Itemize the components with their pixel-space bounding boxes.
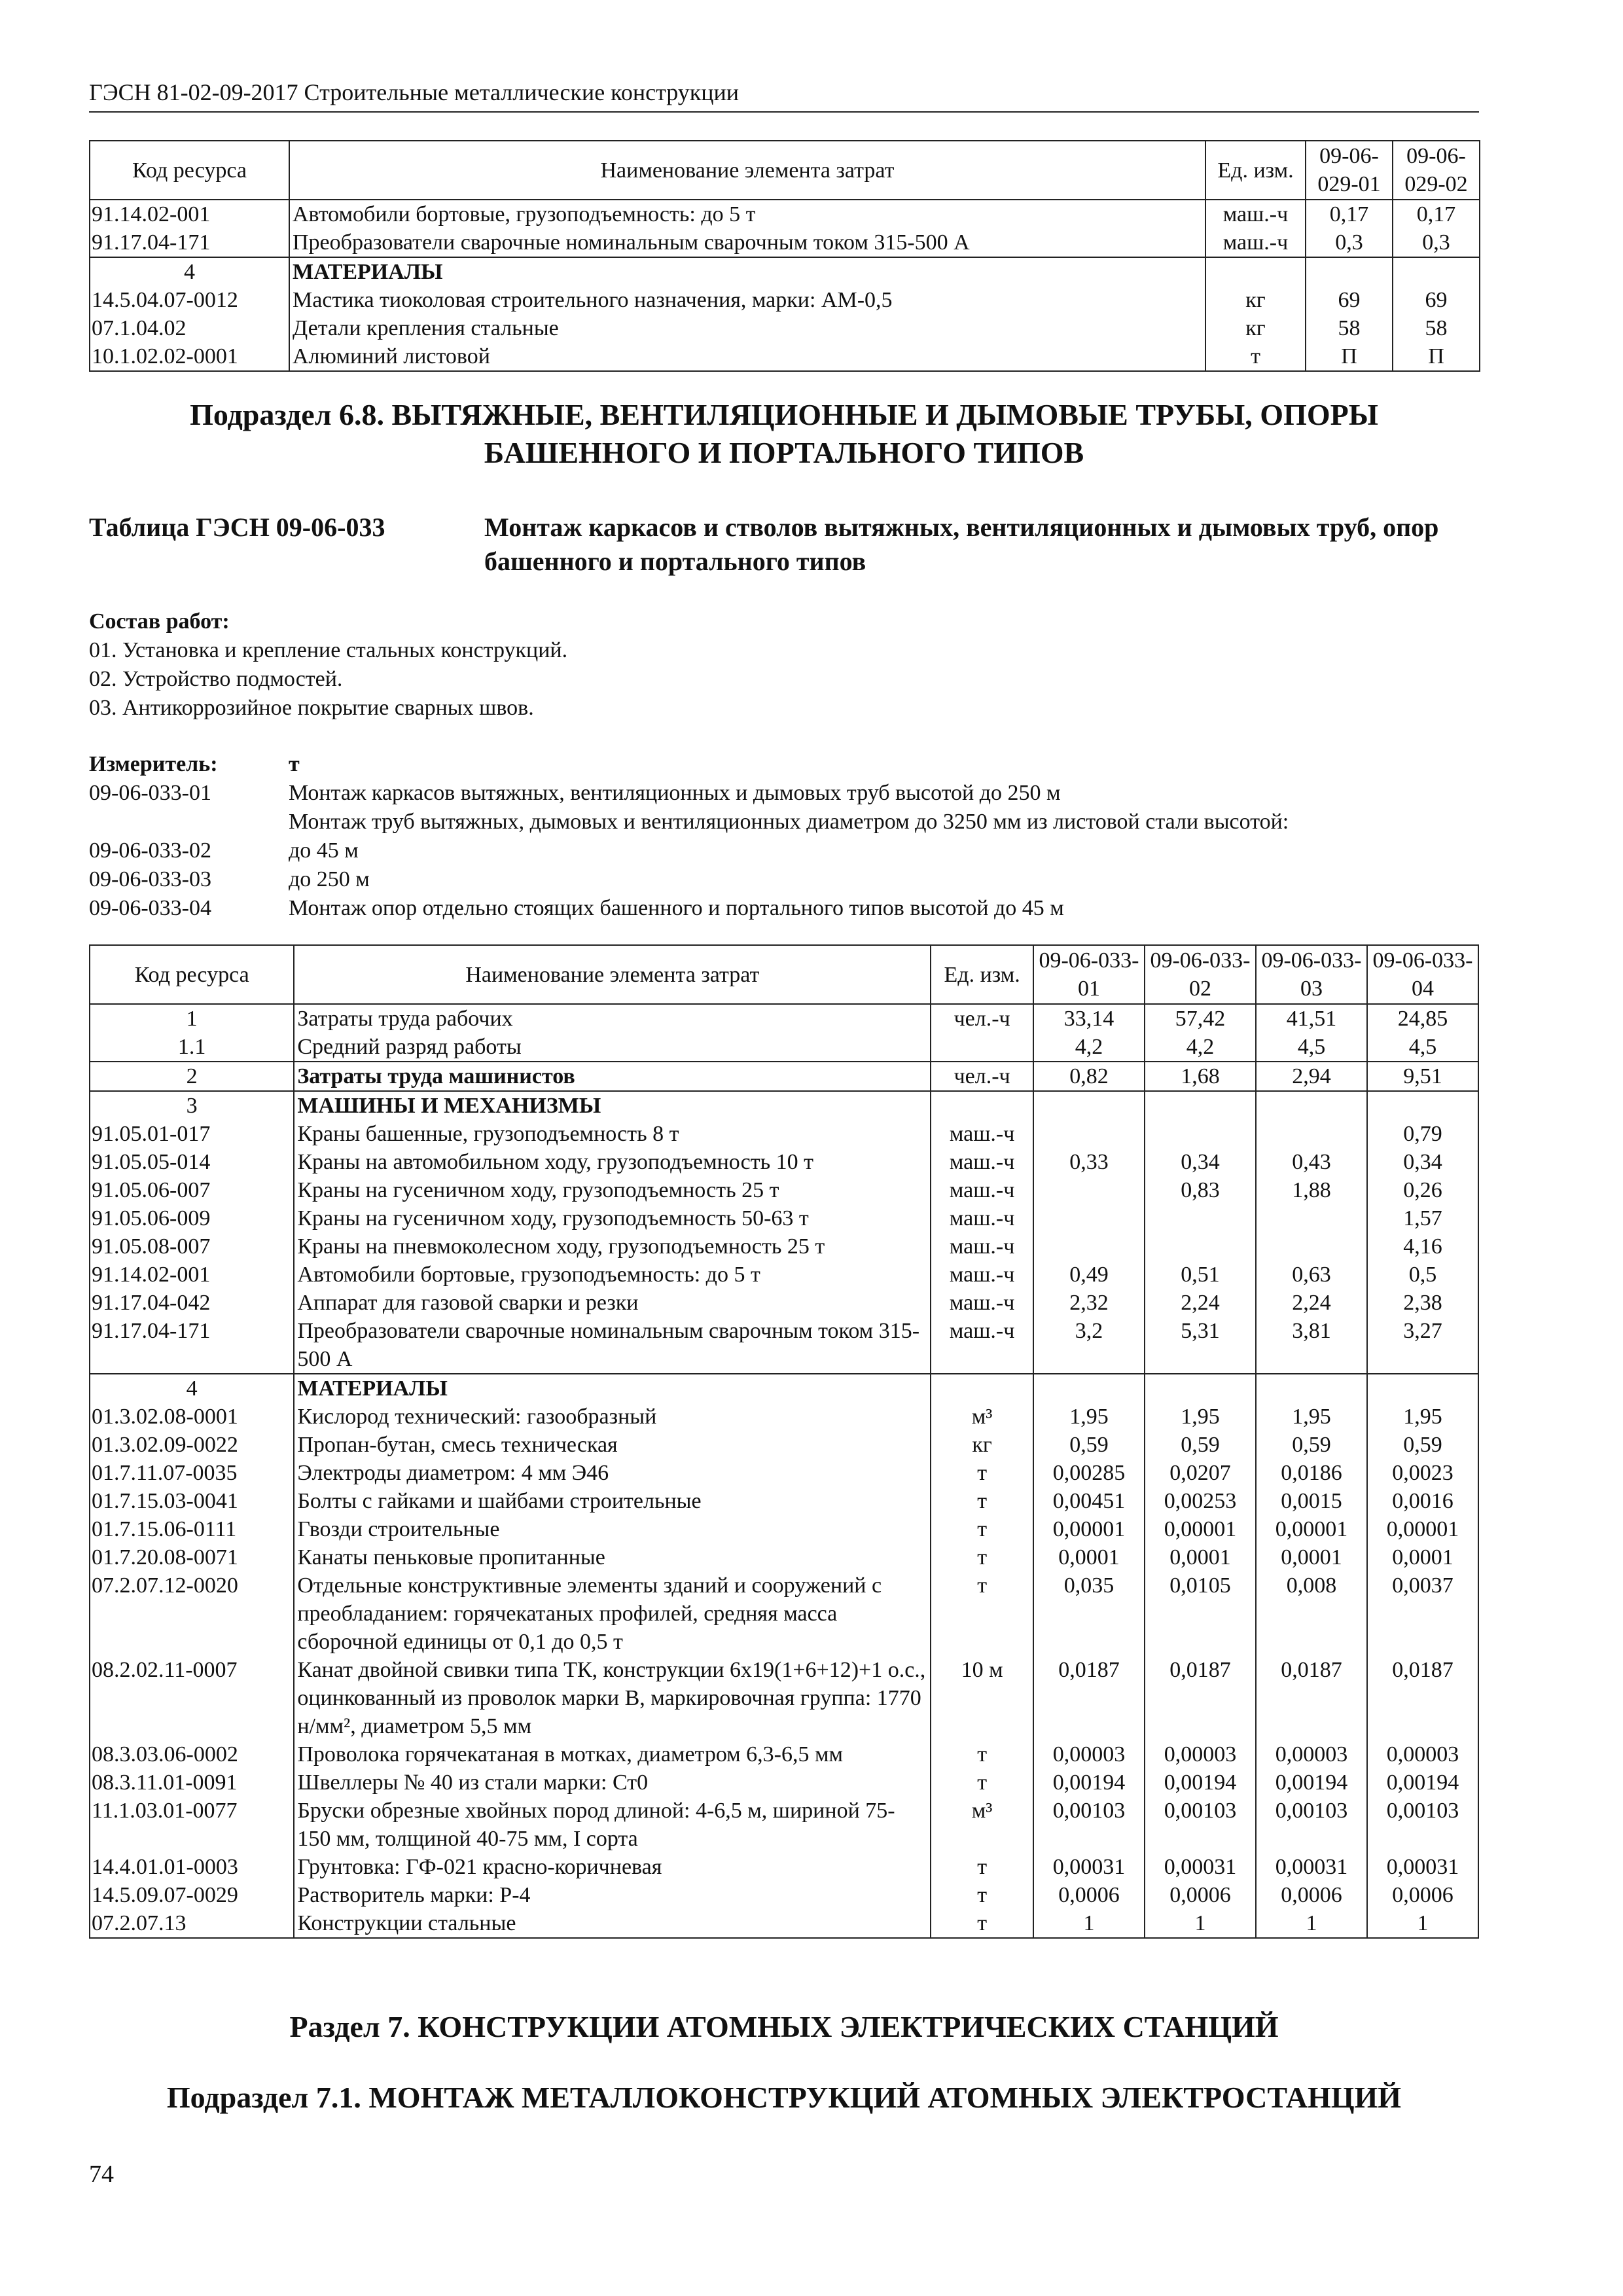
resource-name: Автомобили бортовые, грузоподъемность: до 5 т [294, 1261, 931, 1289]
section-title: Раздел 7. КОНСТРУКЦИИ АТОМНЫХ ЭЛЕКТРИЧЕСКИХ СТАНЦИЙ [289, 2010, 1279, 2043]
resource-value: 41,51 [1256, 1004, 1367, 1033]
resource-value: 0,0006 [1367, 1881, 1478, 1909]
resource-unit: маш.-ч [1205, 228, 1306, 257]
resource-value: 1 [1033, 1909, 1145, 1938]
resource-value: 4,2 [1033, 1033, 1145, 1062]
resource-value [1256, 1232, 1367, 1261]
resource-value: 0,43 [1256, 1148, 1367, 1176]
resource-unit: т [931, 1740, 1033, 1768]
header-unit: Ед. изм. [1205, 141, 1306, 200]
resource-code: 11.1.03.01-0077 [90, 1797, 294, 1853]
resource-value: 0,00103 [1145, 1797, 1256, 1853]
resource-unit: маш.-ч [1205, 200, 1306, 228]
meter-label: Измеритель: [89, 752, 218, 776]
resource-value: 1 [1256, 1909, 1367, 1938]
meter-unit: т [289, 752, 300, 776]
resource-name: Кислород технический: газообразный [294, 1403, 931, 1431]
resource-code: 01.7.11.07-0035 [90, 1459, 294, 1487]
resource-name: Канат двойной свивки типа ТК, конструкции 6x19(1+6+12)+1 о.с., оцинкованный из проволок марки В, маркировочная группа: 1770 н/мм², диаметром 5,5 мм [294, 1656, 931, 1740]
resource-code: 91.17.04-042 [90, 1289, 294, 1317]
resource-value: 0,008 [1256, 1571, 1367, 1656]
resource-value: 0,00031 [1367, 1853, 1478, 1881]
table-row [90, 1289, 1478, 1317]
resource-code: 07.2.07.13 [90, 1909, 294, 1938]
header-col1: 09-06-029-01 [1306, 141, 1393, 200]
resource-unit: маш.-ч [931, 1289, 1033, 1317]
resource-code: 01.3.02.08-0001 [90, 1403, 294, 1431]
resource-value: 0,00001 [1033, 1515, 1145, 1543]
resource-unit: кг [931, 1431, 1033, 1459]
resource-value [1393, 257, 1480, 286]
resource-value [1145, 1374, 1256, 1403]
resource-value: 1,88 [1256, 1176, 1367, 1204]
resource-name: Затраты труда рабочих [294, 1004, 931, 1033]
meter-text: Монтаж каркасов вытяжных, вентиляционных и дымовых труб высотой до 250 м [289, 781, 1061, 805]
resource-value: 4,5 [1256, 1033, 1367, 1062]
resource-value: 0,00451 [1033, 1487, 1145, 1515]
resource-code: 01.7.15.06-0111 [90, 1515, 294, 1543]
table-row [90, 1176, 1478, 1204]
resource-value: 0,34 [1145, 1148, 1256, 1176]
resource-value: 0,79 [1367, 1120, 1478, 1148]
resource-value: 0,00003 [1033, 1740, 1145, 1768]
resource-unit: маш.-ч [931, 1232, 1033, 1261]
table-row [90, 1853, 1478, 1881]
table-row [90, 1740, 1478, 1768]
table-row [90, 342, 1480, 371]
resource-value: 0,59 [1367, 1431, 1478, 1459]
resource-name: Швеллеры № 40 из стали марки: Ст0 [294, 1768, 931, 1797]
resource-unit: т [931, 1909, 1033, 1938]
resource-value: 0,0105 [1145, 1571, 1256, 1656]
resource-code: 91.17.04-171 [90, 1317, 294, 1374]
resource-value: 0,34 [1367, 1148, 1478, 1176]
resource-value: 0,3 [1393, 228, 1480, 257]
resource-code: 08.3.03.06-0002 [90, 1740, 294, 1768]
resource-code: 3 [90, 1091, 294, 1120]
resource-value [1033, 1091, 1145, 1120]
resource-value: 0,33 [1033, 1148, 1145, 1176]
resource-value: П [1393, 342, 1480, 371]
table-row [90, 1374, 1478, 1403]
resource-unit: т [931, 1487, 1033, 1515]
resource-code: 01.7.20.08-0071 [90, 1543, 294, 1571]
resource-value [1145, 1204, 1256, 1232]
resource-name: МАШИНЫ И МЕХАНИЗМЫ [294, 1091, 931, 1120]
resource-value: 0,59 [1145, 1431, 1256, 1459]
resource-value [1256, 1120, 1367, 1148]
resource-name: Преобразователи сварочные номинальным сварочным током 315-500 А [289, 228, 1205, 257]
resource-value: 5,31 [1145, 1317, 1256, 1374]
resource-value: 0,0001 [1145, 1543, 1256, 1571]
resource-value: 2,38 [1367, 1289, 1478, 1317]
resource-value: 0,00285 [1033, 1459, 1145, 1487]
resource-value: 0,00031 [1145, 1853, 1256, 1881]
resource-value: 0,035 [1033, 1571, 1145, 1656]
resource-name: Алюминий листовой [289, 342, 1205, 371]
table-row [90, 1033, 1478, 1062]
resource-unit: м³ [931, 1403, 1033, 1431]
resource-value: 1,95 [1367, 1403, 1478, 1431]
resource-code: 08.3.11.01-0091 [90, 1768, 294, 1797]
resource-unit: т [931, 1571, 1033, 1656]
resource-value: 1,57 [1367, 1204, 1478, 1232]
resource-value [1145, 1091, 1256, 1120]
resource-value: 2,24 [1256, 1289, 1367, 1317]
resource-name: Краны на гусеничном ходу, грузоподъемность 50-63 т [294, 1204, 931, 1232]
resource-value: 0,83 [1145, 1176, 1256, 1204]
resource-unit: маш.-ч [931, 1317, 1033, 1374]
table-row [90, 1403, 1478, 1431]
works-item: 02. Устройство подмостей. [89, 667, 343, 691]
resource-unit: т [931, 1881, 1033, 1909]
resource-value: 1 [1367, 1909, 1478, 1938]
resource-code: 10.1.02.02-0001 [90, 342, 289, 371]
resource-value: 1,95 [1145, 1403, 1256, 1431]
resource-value: 3,81 [1256, 1317, 1367, 1374]
resource-value: 0,0186 [1256, 1459, 1367, 1487]
table-continued [89, 140, 1480, 372]
page-header: ГЭСН 81-02-09-2017 Строительные металлические конструкции [89, 76, 1479, 113]
subsection-title-7-1: Подраздел 7.1. МОНТАЖ МЕТАЛЛОКОНСТРУКЦИЙ АТОМНЫХ ЭЛЕКТРОСТАНЦИЙ [166, 2081, 1402, 2114]
meter-code: 09-06-033-02 [89, 838, 211, 863]
subsection-title: Подраздел 6.8. ВЫТЯЖНЫЕ, ВЕНТИЛЯЦИОННЫЕ И ДЫМОВЫЕ ТРУБЫ, ОПОРЫ БАШЕННОГО И ПОРТАЛЬНОГО ТИПОВ [190, 398, 1378, 469]
resource-value: 0,17 [1393, 200, 1480, 228]
table-row [90, 1091, 1478, 1120]
resource-value: 0,00194 [1145, 1768, 1256, 1797]
resource-value: 33,14 [1033, 1004, 1145, 1033]
resource-unit: т [931, 1543, 1033, 1571]
resource-value: 0,0001 [1033, 1543, 1145, 1571]
resource-value [1145, 1232, 1256, 1261]
table-row [90, 1515, 1478, 1543]
resource-value [1256, 1091, 1367, 1120]
table-row [90, 314, 1480, 342]
resource-value: 0,00194 [1033, 1768, 1145, 1797]
resource-unit: чел.-ч [931, 1004, 1033, 1033]
resource-value: 1,68 [1145, 1062, 1256, 1091]
resource-value: 0,59 [1033, 1431, 1145, 1459]
resource-value: 24,85 [1367, 1004, 1478, 1033]
works-block [89, 607, 1479, 723]
table-row [90, 1656, 1478, 1740]
resource-code: 4 [90, 257, 289, 286]
resource-value: 0,5 [1367, 1261, 1478, 1289]
table-row [90, 286, 1480, 314]
resource-code: 91.05.06-007 [90, 1176, 294, 1204]
resource-value: 2,32 [1033, 1289, 1145, 1317]
resource-name: Краны на автомобильном ходу, грузоподъемность 10 т [294, 1148, 931, 1176]
table-row [90, 1232, 1478, 1261]
resource-name: МАТЕРИАЛЫ [294, 1374, 931, 1403]
resource-value [1033, 1232, 1145, 1261]
resource-value: 4,16 [1367, 1232, 1478, 1261]
resource-name: Мастика тиоколовая строительного назначения, марки: АМ-0,5 [289, 286, 1205, 314]
resource-code: 4 [90, 1374, 294, 1403]
resource-unit [931, 1374, 1033, 1403]
resource-unit: м³ [931, 1797, 1033, 1853]
resource-value: 9,51 [1367, 1062, 1478, 1091]
meter-text: Монтаж труб вытяжных, дымовых и вентиляционных диаметром до 3250 мм из листовой стали высотой: [289, 810, 1289, 834]
resource-value: 0,0001 [1256, 1543, 1367, 1571]
resource-value: 0,0037 [1367, 1571, 1478, 1656]
resource-value: 0,0023 [1367, 1459, 1478, 1487]
resource-value [1145, 1120, 1256, 1148]
table-row [90, 1004, 1478, 1033]
resource-code: 91.05.08-007 [90, 1232, 294, 1261]
resource-name: Проволока горячекатаная в мотках, диаметром 6,3-6,5 мм [294, 1740, 931, 1768]
resource-value: 0,00103 [1256, 1797, 1367, 1853]
resource-unit [931, 1033, 1033, 1062]
resource-name: Болты с гайками и шайбами строительные [294, 1487, 931, 1515]
table-row [90, 1317, 1478, 1374]
resource-value: 0,00103 [1367, 1797, 1478, 1853]
resource-value: 1 [1145, 1909, 1256, 1938]
resource-name: Краны на гусеничном ходу, грузоподъемность 25 т [294, 1176, 931, 1204]
resource-unit: кг [1205, 314, 1306, 342]
meter-text: до 250 м [289, 867, 370, 891]
resource-value: 0,00001 [1256, 1515, 1367, 1543]
header-col3: 09-06-033-03 [1256, 945, 1367, 1004]
resource-value: 0,0016 [1367, 1487, 1478, 1515]
resource-value: 0,00001 [1367, 1515, 1478, 1543]
resource-unit: 10 м [931, 1656, 1033, 1740]
resource-code: 07.1.04.02 [90, 314, 289, 342]
resource-name: Аппарат для газовой сварки и резки [294, 1289, 931, 1317]
resources-table [89, 944, 1479, 1939]
table-row [90, 1768, 1478, 1797]
resource-unit: т [931, 1768, 1033, 1797]
resource-value: 0,63 [1256, 1261, 1367, 1289]
header-col4: 09-06-033-04 [1367, 945, 1478, 1004]
meter-code: 09-06-033-03 [89, 867, 211, 891]
resource-code: 2 [90, 1062, 294, 1091]
resource-code: 14.5.04.07-0012 [90, 286, 289, 314]
resource-value: 0,0187 [1367, 1656, 1478, 1740]
resource-value: 0,00031 [1256, 1853, 1367, 1881]
meter-code: 09-06-033-01 [89, 781, 211, 805]
resource-value: 0,82 [1033, 1062, 1145, 1091]
resource-value: 0,00003 [1367, 1740, 1478, 1768]
resource-code: 91.05.05-014 [90, 1148, 294, 1176]
resource-value: 4,2 [1145, 1033, 1256, 1062]
works-title: Состав работ: [89, 609, 230, 634]
resource-name: Преобразователи сварочные номинальным сварочным током 315-500 А [294, 1317, 931, 1374]
resource-value: 0,17 [1306, 200, 1393, 228]
resource-value: 0,0001 [1367, 1543, 1478, 1571]
resource-name: Электроды диаметром: 4 мм Э46 [294, 1459, 931, 1487]
resource-value: 0,00194 [1256, 1768, 1367, 1797]
resource-value [1256, 1204, 1367, 1232]
header-col1: 09-06-033-01 [1033, 945, 1145, 1004]
resource-value: 0,0006 [1256, 1881, 1367, 1909]
resource-name: Затраты труда машинистов [294, 1062, 931, 1091]
table-row [90, 1543, 1478, 1571]
resource-value: 4,5 [1367, 1033, 1478, 1062]
table-row [90, 1261, 1478, 1289]
resource-name: Растворитель марки: Р-4 [294, 1881, 931, 1909]
resource-unit: чел.-ч [931, 1062, 1033, 1091]
resource-value: 0,59 [1256, 1431, 1367, 1459]
resource-name: Автомобили бортовые, грузоподъемность: до 5 т [289, 200, 1205, 228]
resource-value: 58 [1306, 314, 1393, 342]
resource-value: 0,3 [1306, 228, 1393, 257]
resource-value: 0,00253 [1145, 1487, 1256, 1515]
resource-value: 0,0187 [1256, 1656, 1367, 1740]
resource-unit: т [931, 1459, 1033, 1487]
resource-value: 0,00031 [1033, 1853, 1145, 1881]
table-row [90, 228, 1480, 257]
resource-value [1306, 257, 1393, 286]
table-row [90, 1487, 1478, 1515]
table-row [90, 1431, 1478, 1459]
resource-value: 0,00103 [1033, 1797, 1145, 1853]
resource-value: 3,27 [1367, 1317, 1478, 1374]
resource-unit: т [1205, 342, 1306, 371]
resource-code: 91.05.01-017 [90, 1120, 294, 1148]
resource-value: 0,0006 [1145, 1881, 1256, 1909]
resource-unit: т [931, 1853, 1033, 1881]
header-col2: 09-06-029-02 [1393, 141, 1480, 200]
resource-value: 0,00001 [1145, 1515, 1256, 1543]
resource-value: 0,0207 [1145, 1459, 1256, 1487]
resource-unit: т [931, 1515, 1033, 1543]
header-unit: Ед. изм. [931, 945, 1033, 1004]
table-row [90, 1148, 1478, 1176]
resource-name: Канаты пеньковые пропитанные [294, 1543, 931, 1571]
resource-unit: маш.-ч [931, 1261, 1033, 1289]
resource-name: Бруски обрезные хвойных пород длиной: 4-6,5 м, шириной 75-150 мм, толщиной 40-75 мм, I сорта [294, 1797, 931, 1853]
header-col2: 09-06-033-02 [1145, 945, 1256, 1004]
resource-value [1367, 1374, 1478, 1403]
resource-value [1256, 1374, 1367, 1403]
table-row [90, 200, 1480, 228]
resource-value: 69 [1393, 286, 1480, 314]
resource-value [1033, 1374, 1145, 1403]
resource-value: 0,26 [1367, 1176, 1478, 1204]
resource-unit [1205, 257, 1306, 286]
resource-value [1033, 1204, 1145, 1232]
resource-value: П [1306, 342, 1393, 371]
header-code: Код ресурса [90, 945, 294, 1004]
resource-unit: кг [1205, 286, 1306, 314]
resource-unit: маш.-ч [931, 1120, 1033, 1148]
resource-code: 1 [90, 1004, 294, 1033]
resource-name: Гвозди строительные [294, 1515, 931, 1543]
resource-value: 0,0187 [1145, 1656, 1256, 1740]
header-name: Наименование элемента затрат [289, 141, 1205, 200]
resource-value: 0,49 [1033, 1261, 1145, 1289]
resource-name: Отдельные конструктивные элементы зданий и сооружений с преобладанием: горячекатаных профилей, средняя масса сборочной единицы от 0,1 до 0,5 т [294, 1571, 931, 1656]
resource-name: Пропан-бутан, смесь техническая [294, 1431, 931, 1459]
resource-code: 91.05.06-009 [90, 1204, 294, 1232]
resource-value: 57,42 [1145, 1004, 1256, 1033]
table-label: Таблица ГЭСН 09-06-033 [89, 512, 385, 542]
resource-code: 08.2.02.11-0007 [90, 1656, 294, 1740]
resource-unit: маш.-ч [931, 1176, 1033, 1204]
resource-value: 69 [1306, 286, 1393, 314]
resource-value: 2,94 [1256, 1062, 1367, 1091]
resource-name: Грунтовка: ГФ-021 красно-коричневая [294, 1853, 931, 1881]
resource-code: 01.7.15.03-0041 [90, 1487, 294, 1515]
resource-value: 0,0006 [1033, 1881, 1145, 1909]
resource-code: 1.1 [90, 1033, 294, 1062]
resource-value: 0,0187 [1033, 1656, 1145, 1740]
table-row [90, 1571, 1478, 1656]
resource-value: 0,51 [1145, 1261, 1256, 1289]
table-row [90, 1881, 1478, 1909]
resource-name: Конструкции стальные [294, 1909, 931, 1938]
resource-value: 0,00194 [1367, 1768, 1478, 1797]
table-title: Монтаж каркасов и стволов вытяжных, вентиляционных и дымовых труб, опор башенного и портального типов [484, 512, 1439, 576]
resource-unit: маш.-ч [931, 1148, 1033, 1176]
header-name: Наименование элемента затрат [294, 945, 931, 1004]
resource-value [1033, 1176, 1145, 1204]
table-row [90, 257, 1480, 286]
page-number: 74 [89, 2161, 114, 2188]
table-row [90, 1204, 1478, 1232]
resource-code: 01.3.02.09-0022 [90, 1431, 294, 1459]
works-item: 03. Антикоррозийное покрытие сварных швов. [89, 696, 534, 720]
table-row [90, 1459, 1478, 1487]
resource-value [1367, 1091, 1478, 1120]
resource-code: 91.14.02-001 [90, 200, 289, 228]
meter-text: Монтаж опор отдельно стоящих башенного и портального типов высотой до 45 м [289, 896, 1064, 920]
table-row [90, 1062, 1478, 1091]
resource-unit: маш.-ч [931, 1204, 1033, 1232]
resource-code: 14.5.09.07-0029 [90, 1881, 294, 1909]
resource-code: 14.4.01.01-0003 [90, 1853, 294, 1881]
resource-code: 07.2.07.12-0020 [90, 1571, 294, 1656]
header-code: Код ресурса [90, 141, 289, 200]
resource-value: 2,24 [1145, 1289, 1256, 1317]
resource-name: МАТЕРИАЛЫ [289, 257, 1205, 286]
resource-name: Краны башенные, грузоподъемность 8 т [294, 1120, 931, 1148]
resource-value: 0,0015 [1256, 1487, 1367, 1515]
resource-value: 0,00003 [1256, 1740, 1367, 1768]
resource-value: 3,2 [1033, 1317, 1145, 1374]
table-row [90, 1909, 1478, 1938]
meter-code: 09-06-033-04 [89, 896, 211, 920]
resource-value: 1,95 [1033, 1403, 1145, 1431]
resource-name: Средний разряд работы [294, 1033, 931, 1062]
resource-name: Детали крепления стальные [289, 314, 1205, 342]
meter-text: до 45 м [289, 838, 359, 863]
table-row [90, 1797, 1478, 1853]
resource-value [1033, 1120, 1145, 1148]
resource-value: 0,00003 [1145, 1740, 1256, 1768]
works-item: 01. Установка и крепление стальных конструкций. [89, 638, 568, 662]
table-row [90, 1120, 1478, 1148]
resource-name: Краны на пневмоколесном ходу, грузоподъемность 25 т [294, 1232, 931, 1261]
resource-value: 1,95 [1256, 1403, 1367, 1431]
resource-value: 58 [1393, 314, 1480, 342]
resource-code: 91.14.02-001 [90, 1261, 294, 1289]
resource-code: 91.17.04-171 [90, 228, 289, 257]
resource-unit [931, 1091, 1033, 1120]
